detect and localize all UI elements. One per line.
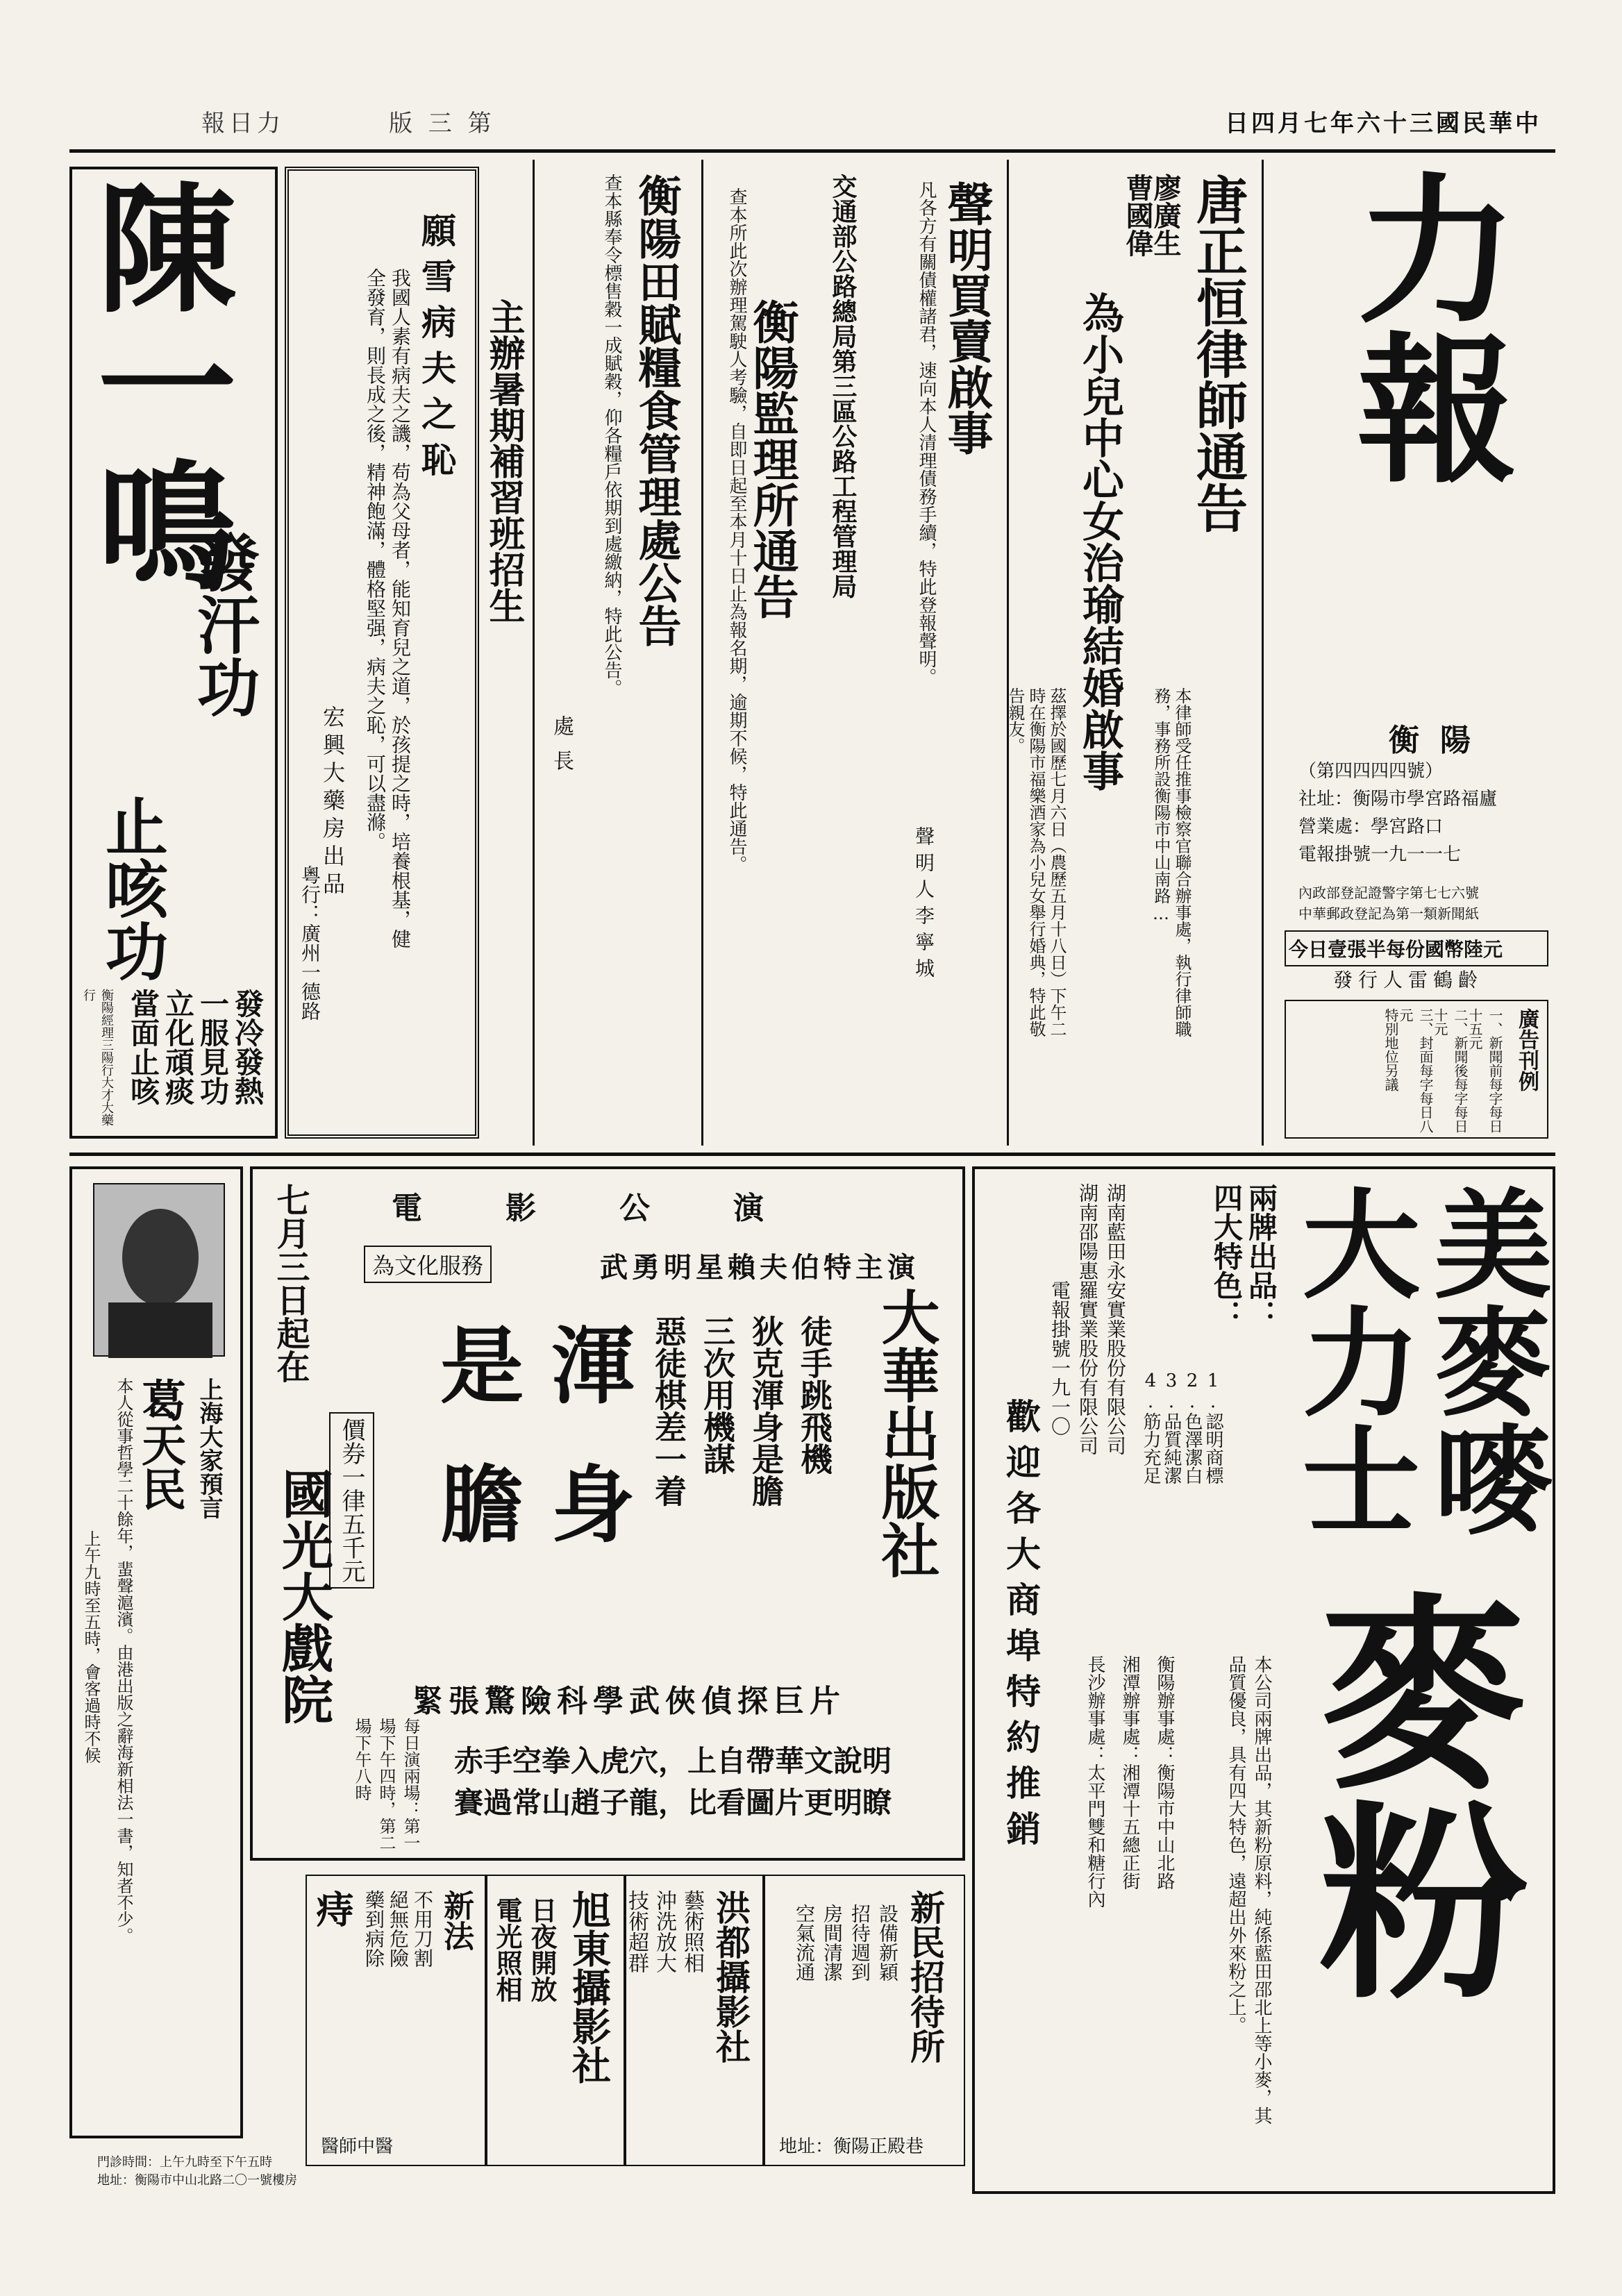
ad-rate-3: 三、封面每字每日八元 <box>1397 1008 1434 1133</box>
chen-agent: 衡陽經理三陽行大才大藥行 <box>81 989 114 1126</box>
ad-hongdu <box>625 1875 764 2166</box>
xudong-body-1: 日夜開放 <box>526 1897 558 2002</box>
doctor-name: 葛天民 <box>134 1377 186 1511</box>
ad-meimai <box>972 1166 1555 2194</box>
ad-rates-box <box>1285 1000 1548 1139</box>
header-rule <box>69 149 1555 153</box>
masthead-price: 今日壹張半每份國幣陸元 <box>1285 930 1548 966</box>
xinmin-title: 新民招待所 <box>905 1890 946 2063</box>
medicine-issuer: 宏興大藥房出品 <box>319 705 346 900</box>
doctor-body: 本人從事哲學二十餘年，蜚聲滬濱。由港出版之辭海新相法一書，知者不少。 <box>114 1377 133 1944</box>
xudong-body-2: 電光照相 <box>492 1897 523 2002</box>
ad-chen <box>69 167 278 1139</box>
ad-xinmin <box>764 1875 965 2166</box>
wedding-body: 茲擇於國歷七月六日（農歷五月十八日）下午二時在衡陽市福樂酒家為小兒女舉行婚典，特此敬告親友。 <box>1005 687 1067 1037</box>
meimai-company-2: 湖南邵陽惠羅實業股份有限公司 <box>1076 1183 1099 1455</box>
ad-rate-1: 一、新聞前每字每日十五元 <box>1466 1008 1503 1133</box>
cinema-genre: 緊張驚險科學武俠偵探巨片 <box>412 1684 846 1719</box>
masthead-reg-1: 內政部登記證警字第七七六號 <box>1298 885 1479 901</box>
meimai-intro: 兩牌出品： <box>1244 1183 1278 1329</box>
cinema-title2: 是膽 <box>426 1322 524 1600</box>
ad-bottom-left <box>97 2152 306 2194</box>
cinema-venue: 國光大戲院 <box>274 1468 333 1725</box>
chen-headline: 陳一鳴 <box>74 176 237 593</box>
cinema-plot-2: 狄克渾身是膽 <box>747 1315 785 1507</box>
wedding-name-2: 廖廣生 <box>1149 174 1182 257</box>
bottom-left-address: 地址：衡陽市中山北路二〇一號樓房 <box>97 2173 297 2188</box>
masthead <box>1271 160 1555 1146</box>
bottom-left-text: 門診時間：上午九時至下午五時 <box>97 2155 272 2170</box>
ad-tang-wedding <box>1007 160 1264 1146</box>
meimai-feature-2: 2.色澤潔白 <box>1182 1371 1203 1484</box>
ad-grain <box>535 160 701 1146</box>
buy-sell-title: 聲明買賣啟事 <box>939 181 994 455</box>
supervision-title: 衡陽監理所通告 <box>745 299 799 619</box>
masthead-title: 力報 <box>1330 167 1517 486</box>
meimai-company-1: 湖南藍田永安實業股份有限公司 <box>1104 1183 1127 1455</box>
supervision-body: 查本所此次辦理駕駛人考驗，自即日起至本月十日止為報名期，逾期不候，特此通告。 <box>726 187 747 873</box>
clinic-doctor: 醫師中醫 <box>321 2136 394 2157</box>
grain-body: 查本縣奉令標售穀一成賦穀，仰各糧戶依期到處繳納，特此公告。 <box>601 174 622 697</box>
ad-buy-sell <box>868 160 1007 1146</box>
clinic-title-2: 痔 <box>310 1890 355 1927</box>
meimai-welcome: 歡迎各大商埠特約推銷 <box>1001 1398 1042 1857</box>
masthead-place: 衡陽 <box>1389 723 1491 758</box>
header-right: 日四月七年六十三國民華中 <box>1225 110 1541 137</box>
meimai-feature-4: 4.筋力充足 <box>1140 1371 1161 1484</box>
wedding-name-1: 曹國偉 <box>1121 174 1154 257</box>
xinmin-body-3: 房間清潔 <box>821 1904 844 1981</box>
grain-signer: 處長 <box>549 715 574 785</box>
meimai-brand2: 大力士 <box>1282 1183 1421 1537</box>
masthead-office: 營業處：學宮路口 <box>1298 816 1444 837</box>
hongdu-body-2: 沖洗放大 <box>652 1890 676 1973</box>
masthead-publisher: 發行人雷鶴齡 <box>1333 969 1484 991</box>
chen-sub: 發汗功 <box>186 530 260 718</box>
clinic-body-3: 藥到病除 <box>362 1890 385 1968</box>
masthead-issue: （第四四四四號） <box>1298 761 1444 782</box>
xinmin-body-4: 空氣流通 <box>793 1904 816 1981</box>
masthead-address: 社址：衡陽市學宮路福廬 <box>1298 789 1498 810</box>
meimai-brand: 美麥嘜 <box>1414 1183 1553 1537</box>
ad-cinema <box>250 1166 965 1861</box>
ad-clinic <box>306 1875 486 2166</box>
buy-sell-signer: 聲明人李寧城 <box>912 826 935 984</box>
meimai-features-title: 四大特色： <box>1210 1183 1244 1329</box>
ad-gov-notices <box>701 160 868 1146</box>
cinema-stars: 武勇明星賴夫伯特主演 <box>600 1251 919 1284</box>
summer-class-block <box>479 160 535 1146</box>
top-header <box>97 104 1541 139</box>
ad-xudong <box>486 1875 625 2166</box>
chen-line-1: 發冷發熱 <box>231 989 265 1105</box>
cinema-plot-3: 三次用機謀 <box>699 1315 736 1475</box>
chen-sub2: 止咳功 <box>94 794 168 982</box>
meimai-phone: 電報掛號一九一〇 <box>1048 1280 1071 1436</box>
clinic-body-1: 不用刀割 <box>411 1890 434 1968</box>
cinema-date: 七月三日起在 <box>271 1183 310 1383</box>
meimai-feature-3: 3.品質純潔 <box>1161 1371 1182 1484</box>
cinema-tagline-2: 賽過常山趙子龍，比看圖片更明瞭 <box>454 1786 892 1820</box>
portrait-icon <box>94 1184 226 1358</box>
summer-class-title: 主辦暑期補習班招生 <box>483 299 525 623</box>
ad-doctor <box>69 1166 243 2138</box>
ad-medicine <box>285 167 479 1139</box>
clinic-body-2: 絕無危險 <box>387 1890 410 1968</box>
hongdu-title: 洪都攝影社 <box>710 1890 751 2063</box>
header-left: 報日力 <box>201 110 285 137</box>
medicine-title: 願雪病夫之恥 <box>416 212 457 487</box>
grain-title: 衡陽田賦糧食管理處公告 <box>631 174 682 647</box>
cinema-plot-4: 惡徒棋差一着 <box>650 1315 687 1507</box>
meimai-branch-3: 長沙辦事處：太平門雙和糖行內 <box>1085 1655 1105 1908</box>
wedding-title: 為小兒中心女治瑜結婚啟事 <box>1076 292 1124 791</box>
meimai-feature-1: 1.認明商標 <box>1203 1371 1223 1484</box>
cinema-studio: 大華出版社 <box>872 1287 941 1579</box>
medicine-address: 粵行：廣州一德路 <box>299 865 321 1021</box>
xudong-title: 旭東攝影社 <box>566 1890 612 2084</box>
medicine-body: 我國人素有病夫之譏，苟為父母者，能知育兒之道，於孩提之時，培養根基，健全發育，則長成之後，精神飽滿，體格堅强，病夫之恥，可以盡滌。 <box>364 268 412 948</box>
cinema-price: 價券一律五千元 <box>329 1412 374 1589</box>
cinema-plot-1: 徒手跳飛機 <box>796 1315 833 1475</box>
xinmin-address: 地址：衡陽正殿巷 <box>779 2136 924 2157</box>
chen-line-3: 立化頑痰 <box>161 989 195 1105</box>
tang-body: 本律師受任推事檢察官聯合辦事處，執行律師職務，事務所設衡陽市中山南路… <box>1151 687 1192 1037</box>
cinema-tagline-1: 赤手空拳入虎穴，上自帶華文說明 <box>454 1744 892 1778</box>
masthead-phone: 電報掛號一九一一七 <box>1298 844 1462 865</box>
doctor-hours: 上午九時至五時，會客過時不候 <box>81 1530 101 1763</box>
xinmin-body-2: 招待週到 <box>848 1904 871 1981</box>
meimai-branch-1: 衡陽辦事處：衡陽市中山北路 <box>1154 1655 1175 1890</box>
xinmin-body-1: 設備新穎 <box>876 1904 899 1981</box>
cinema-showtimes: 每日演兩場：第一場下午四時，第二場下午八時 <box>352 1718 420 1851</box>
ad-rate-2: 二、新聞後每字每日十元 <box>1432 1008 1469 1133</box>
cinema-slogan: 為文化服務 <box>364 1246 492 1283</box>
hongdu-body-3: 技術超群 <box>624 1890 649 1973</box>
buy-sell-body: 凡各方有關債權諸君，速向本人清理債務手續，特此登報聲明。 <box>916 181 937 686</box>
chen-line-2: 一服見功 <box>196 989 230 1105</box>
meimai-branch-2: 湘潭辦事處：湘潭十五總正街 <box>1119 1655 1140 1890</box>
supervision-issuer: 交通部公路總局第三區公路工程管理局 <box>828 174 858 598</box>
ad-rates-title: 廣告刊例 <box>1514 1008 1539 1091</box>
meimai-desc: 本公司兩牌出品，其新粉原料，純係藍田邵北上等小麥，其品質優良，具有四大特色，遠超出外來粉之上。 <box>1226 1655 1272 2125</box>
mid-rule <box>69 1153 1555 1156</box>
masthead-reg-2: 中華郵政登記為第一類新聞紙 <box>1298 905 1479 922</box>
ad-rate-4: 特別地位另議 <box>1382 1008 1399 1091</box>
tang-title: 唐正恒律師通告 <box>1188 174 1248 533</box>
doctor-intro: 上海大家預言 <box>195 1377 223 1519</box>
cinema-header: 電影公演 <box>392 1191 847 1226</box>
chen-lines <box>72 989 275 1134</box>
chen-line-4: 當面止咳 <box>126 989 160 1105</box>
header-page: 版 三 第 <box>389 110 496 137</box>
cinema-title1: 渾身 <box>537 1322 635 1600</box>
clinic-title-1: 新法 <box>438 1890 474 1951</box>
doctor-portrait <box>93 1183 225 1357</box>
meimai-product: 麥粉 <box>1285 1586 1530 2002</box>
hongdu-body-1: 藝術照相 <box>680 1890 704 1973</box>
